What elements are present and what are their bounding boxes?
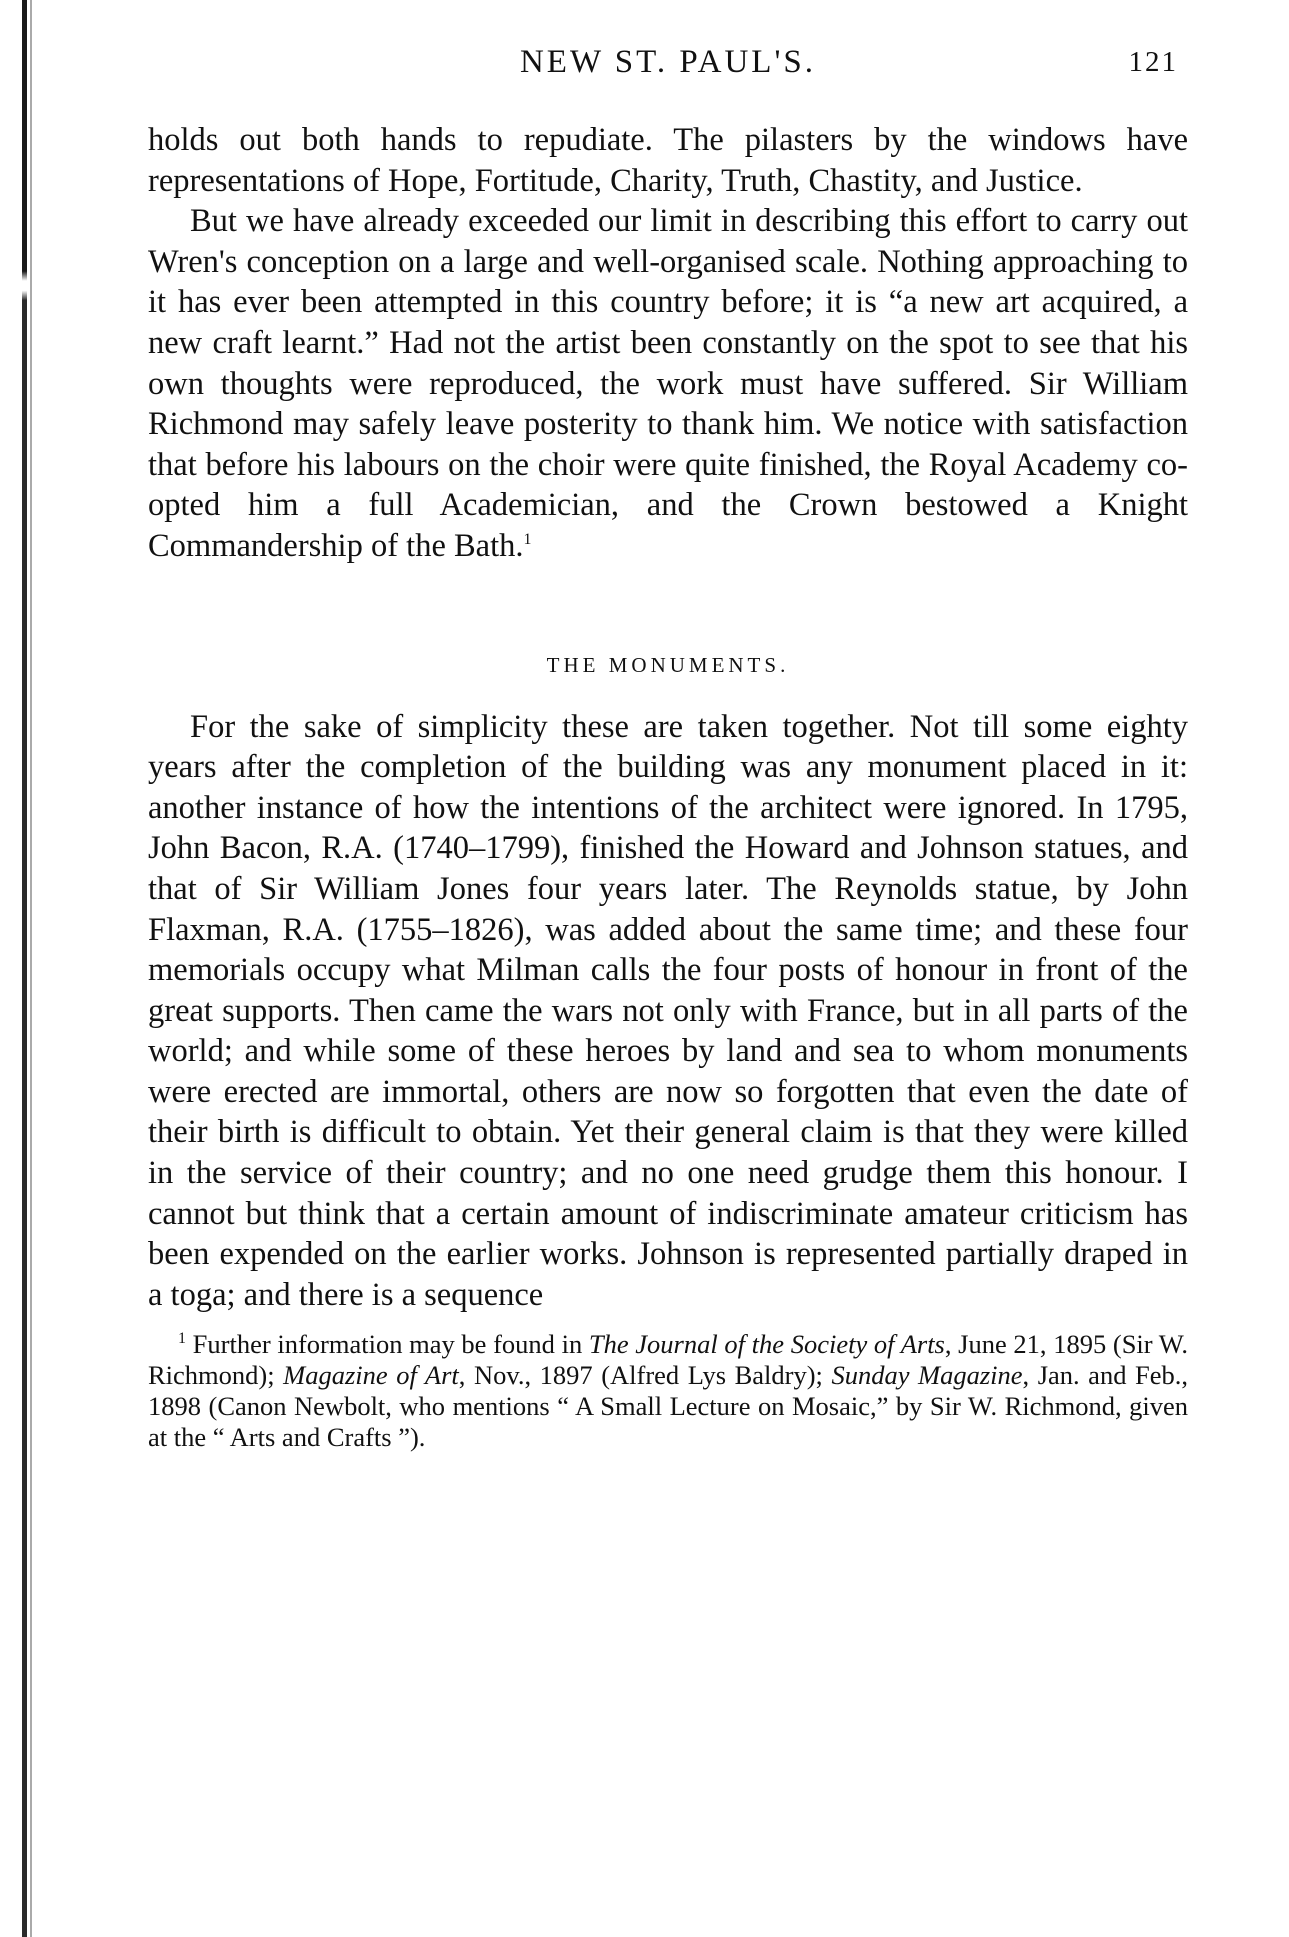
page-body xyxy=(148,120,1188,1453)
footnote-text-1: Further information may be found in xyxy=(192,1329,589,1360)
footnote-text-2: , June 21, 1895 (Sir W. Richmond); xyxy=(148,1329,1189,1391)
running-head xyxy=(148,38,1188,86)
footnote-text-4: , Jan. and Feb., 1898 (Canon Newbolt, who mentions “ A Small Lecture on Mosaic,” by Sir W. Richmond, given at the “ Arts and Crafts ”). xyxy=(148,1360,1188,1453)
paragraph-3: For the sake of simplicity these are taken together. Not till some eighty years after the completion of the building was any monument placed in it: another instance of how the intentions of the architect were ignored. In 1795, John Bacon, R.A. (1740–1799), finished the Howard and Johnson statues, and that of Sir William Jones four years later. The Reynolds statue, by John Flaxman, R.A. (1755–1826), was added about the same time; and these four memorials occupy what Milman calls the four posts of honour in front of the great supports. Then came the wars not only with France, but in all parts of the world; and while some of these heroes by land and sea to whom monuments were erected are immortal, others are now so forgotten that even the date of their birth is difficult to obtain. Yet their general claim is that they were killed in the service of their country; and no one need grudge them this honour. I cannot but think that a certain amount of indiscriminate amateur criticism has been expended on the earlier works. Johnson is represented partially draped in a toga; and there is a sequence xyxy=(148,708,1188,1313)
footnote-mark: 1 xyxy=(178,1330,186,1348)
page-binding-edge xyxy=(22,0,27,1937)
footnote-text-3: , Nov., 1897 (Alfred Lys Baldry); xyxy=(458,1360,832,1391)
paragraph-2-text: But we have already exceeded our limit in describing this effort to carry out Wren's conception on a large and well-organised scale. Nothing approaching to it has ever been attempted in this country before; it is “a new art acquired, a new craft learnt.” Had not the artist been constantly on the spot to see that his own thoughts were reproduced, the work must have suffered. Sir William Richmond may safely leave posterity to thank him. We notice with satisfaction that before his labours on the choir were quite finished, the Royal Academy co-opted him a full Academician, and the Crown bestowed a Knight Commandership of the Bath. xyxy=(148,203,1188,564)
running-title: NEW ST. PAUL'S. xyxy=(519,44,817,80)
heading-spacer xyxy=(148,683,1188,707)
footnote xyxy=(148,1329,1188,1453)
page-number: 121 xyxy=(1128,46,1178,78)
paragraph-2 xyxy=(148,201,1188,566)
footnote-title-journal: The Journal of the Society of Arts xyxy=(588,1329,945,1360)
footnote-reference: 1 xyxy=(523,531,532,549)
page-binding-shadow xyxy=(30,0,32,1937)
footnote-title-magazine-of-art: Magazine of Art xyxy=(283,1360,459,1391)
section-heading: THE MONUMENTS. xyxy=(546,652,790,677)
footnote-title-sunday-magazine: Sunday Magazine xyxy=(831,1360,1023,1391)
paragraph-1: holds out both hands to repudiate. The pilasters by the windows have representations of Hope, Fortitude, Charity, Truth, Chastity, and Justice. xyxy=(148,122,1188,199)
